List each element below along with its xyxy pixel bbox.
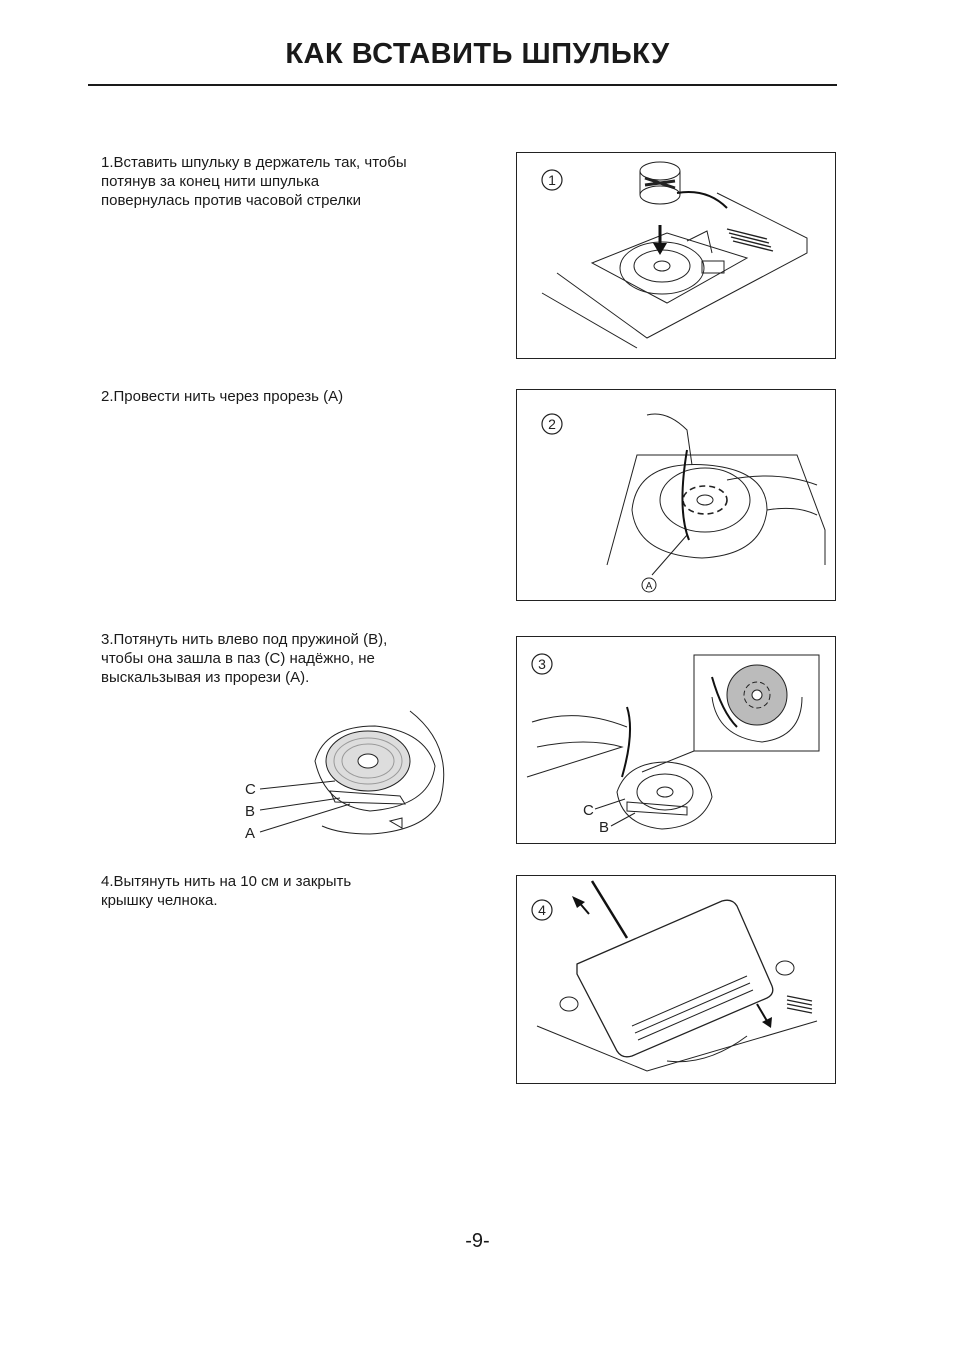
step-2-line-1: 2.Провести нить через прорезь (A) [101,388,344,405]
bobbin-case-diagram [240,706,455,846]
figure-1 [516,152,836,359]
title-rule [88,84,837,86]
figure-1-illustration [517,153,835,358]
figure-2-number: 2 [548,416,556,432]
step-1-line-1: 1.Вставить шпульку в держатель так, чтобы [101,154,407,171]
step-3-line-2: чтобы она зашла в паз (C) надёжно, не [101,650,375,667]
step-1-line-2: потянув за конец нити шпулька [101,173,320,190]
bobbin-label-c: C [245,781,256,798]
step-4-line-2: крышку челнока. [101,892,218,909]
figure-4-illustration [517,876,835,1083]
figure-2-illustration [517,390,835,600]
page-title: КАК ВСТАВИТЬ ШПУЛЬКУ [285,38,670,70]
bobbin-label-a: A [245,825,256,842]
step-1-line-3: повернулась против часовой стрелки [101,192,361,209]
step-3-text [101,630,481,687]
step-4-text [101,872,481,910]
figure-2-label-a: A [645,581,653,592]
figure-1-number: 1 [548,172,556,188]
figure-3 [516,636,836,844]
step-3-line-1: 3.Потянуть нить влево под пружиной (B), [101,631,388,648]
figure-4 [516,875,836,1084]
figure-2 [516,389,836,601]
step-1-text [101,153,481,210]
figure-4-number: 4 [538,902,546,918]
figure-3-label-b: B [599,819,610,836]
figure-3-label-c: C [583,802,594,819]
figure-3-illustration [517,637,835,843]
step-4-line-1: 4.Вытянуть нить на 10 см и закрыть [101,873,352,890]
step-2-text [101,387,481,406]
bobbin-label-b: B [245,803,256,820]
step-3-line-3: выскальзывая из прорези (A). [101,669,310,686]
bobbin-case-illustration [240,706,455,846]
figure-3-number: 3 [538,656,546,672]
page-number: -9- [465,1230,490,1252]
